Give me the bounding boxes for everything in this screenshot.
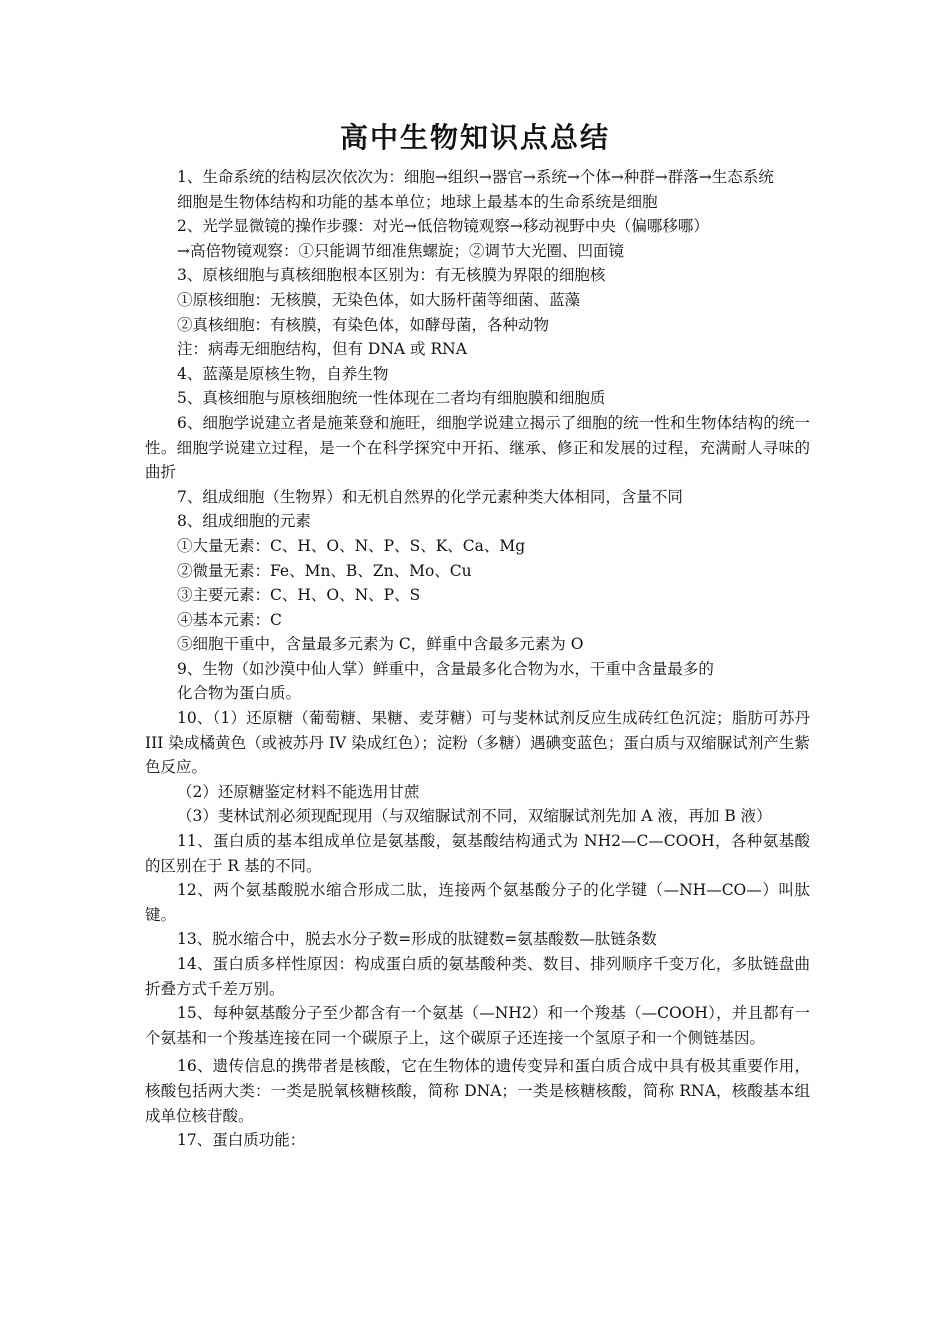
paragraph-25: 12、两个氨基酸脱水缩合形成二肽，连接两个氨基酸分子的化学键（—NH—CO—）叫肽键。 (145, 881, 810, 924)
paragraph-14: ①大量无素：C、H、O、N、P、S、K、Ca、Mg (177, 536, 526, 555)
paragraph-5: 3、原核细胞与真核细胞根本区别为：有无核膜为界限的细胞核 (177, 266, 606, 285)
paragraph-13: 8、组成细胞的元素 (177, 512, 311, 531)
paragraph-20: 化合物为蛋白质。 (177, 684, 302, 703)
paragraph-28: 15、每种氨基酸分子至少都含有一个氨基（—NH2）和一个羧基（—COOH），并且都有一个氨基和一个羧基连接在同一个碳原子上，这个碳原子还连接一个氢原子和一个侧链基因。 (145, 1004, 810, 1047)
paragraph-2: 细胞是生物体结构和功能的基本单位；地球上最基本的生命系统是细胞 (177, 192, 658, 211)
paragraph-9: 4、蓝藻是原核生物，自养生物 (177, 364, 389, 383)
paragraph-6: ①原核细胞：无核膜，无染色体，如大肠杆菌等细菌、蓝藻 (177, 290, 581, 309)
paragraph-26: 13、脱水缩合中，脱去水分子数=形成的肽键数=氨基酸数—肽链条数 (177, 930, 657, 949)
paragraph-24: 11、蛋白质的基本组成单位是氨基酸，氨基酸结构通式为 NH2—C—COOH，各种氨基酸的区别在于 R 基的不同。 (145, 832, 810, 875)
paragraph-1: 1、生命系统的结构层次依次为：细胞→组织→器官→系统→个体→种群→群落→生态系统 (177, 168, 774, 186)
paragraph-22: （2）还原糖鉴定材料不能选用甘蔗 (177, 782, 420, 801)
paragraph-3: 2、光学显微镜的操作步骤：对光→低倍物镜观察→移动视野中央（偏哪移哪） (177, 217, 709, 236)
paragraph-27: 14、蛋白质多样性原因：构成蛋白质的氨基酸种类、数目、排列顺序千变万化，多肽链盘曲折叠方式千差万别。 (145, 955, 810, 998)
paragraph-17: ④基本元素：C (177, 610, 282, 629)
paragraph-15: ②微量无素：Fe、Mn、B、Zn、Mo、Cu (177, 561, 472, 580)
paragraph-30: 17、蛋白质功能： (177, 1131, 306, 1150)
document-title: 高中生物知识点总结 (339, 121, 610, 154)
paragraph-23: （3）斐林试剂必须现配现用（与双缩脲试剂不同，双缩脲试剂先加 A 液，再加 B 液） (177, 807, 772, 826)
paragraph-19: 9、生物（如沙漠中仙人掌）鲜重中，含量最多化合物为水，干重中含量最多的 (177, 659, 714, 678)
paragraph-29: 16、遗传信息的携带者是核酸，它在生物体的遗传变异和蛋白质合成中具有极其重要作用，核酸包括两大类：一类是脱氧核糖核酸，简称 DNA；一类是核糖核酸，简称 RNA，核酸基本组成单位核苷酸。 (145, 1057, 810, 1125)
paragraph-7: ②真核细胞：有核膜，有染色体，如酵母菌，各种动物 (177, 315, 550, 334)
paragraph-12: 7、组成细胞（生物界）和无机自然界的化学元素种类大体相同，含量不同 (177, 487, 683, 506)
paragraph-11: 6、细胞学说建立者是施莱登和施旺，细胞学说建立揭示了细胞的统一性和生物体结构的统一性。细胞学说建立过程，是一个在科学探究中开拓、继承、修正和发展的过程，充满耐人寻味的曲折 (145, 413, 810, 482)
paragraph-4: →高倍物镜观察：①只能调节细准焦螺旋；②调节大光圈、凹面镜 (177, 241, 624, 260)
paragraph-16: ③主要元素：C、H、O、N、P、S (177, 586, 421, 605)
paragraph-10: 5、真核细胞与原核细胞统一性体现在二者均有细胞膜和细胞质 (177, 389, 606, 408)
paragraph-21: 10、（1）还原糖（葡萄糖、果糖、麦芽糖）可与斐林试剂反应生成砖红色沉淀；脂肪可苏丹 III 染成橘黄色（或被苏丹 IV 染成红色）；淀粉（多糖）遇碘变蓝色；蛋白质与双缩脲试剂产生紫色反应。 (145, 709, 810, 777)
paragraph-18: ⑤细胞干重中，含量最多元素为 C，鲜重中含最多元素为 O (177, 635, 584, 654)
paragraph-8: 注：病毒无细胞结构，但有 DNA 或 RNA (177, 340, 467, 359)
document-body (145, 165, 810, 1153)
